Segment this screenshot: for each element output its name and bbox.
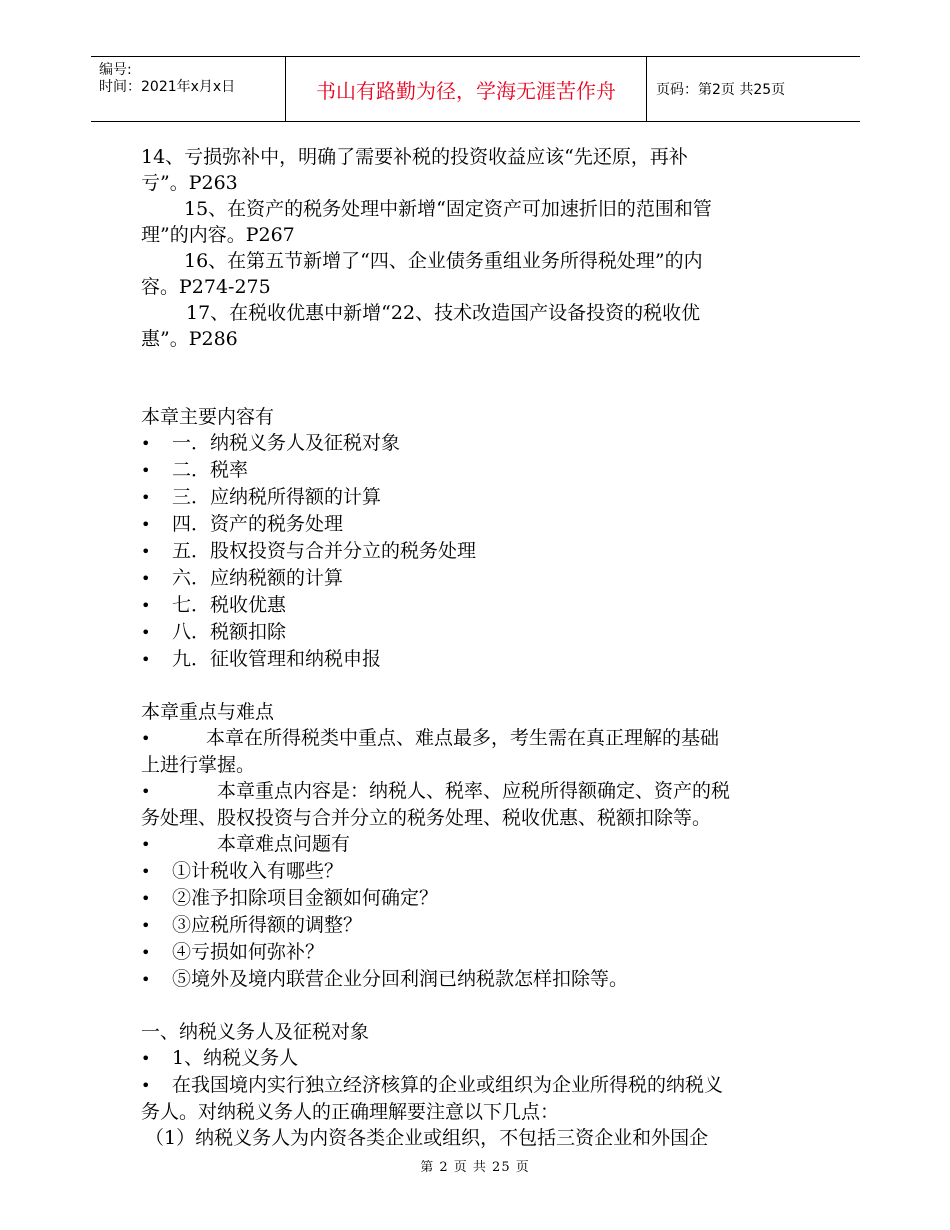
key-points-para-3: • 本章难点问题有 <box>141 833 351 855</box>
bullet: • <box>141 862 151 881</box>
difficulty-list <box>141 858 821 993</box>
number-label: 编号: <box>99 62 132 78</box>
bullet: • <box>141 596 151 615</box>
header-meta <box>91 57 285 121</box>
list-item: • 一．纳税义务人及征税对象 <box>141 430 821 457</box>
list-item: • 九．征收管理和纳税申报 <box>141 646 821 673</box>
change-item-14 <box>141 144 821 196</box>
bullet: • <box>141 970 151 989</box>
list-item: • 三．应纳税所得额的计算 <box>141 484 821 511</box>
key-points-para-1: • 本章在所得税类中重点、难点最多，考生需在真正理解的基础 <box>141 727 720 749</box>
list-item: • 七．税收优惠 <box>141 592 821 619</box>
page-header <box>91 56 860 122</box>
change-line: 理”的内容。P267 <box>141 224 295 246</box>
change-line: 亏”。P263 <box>141 172 238 194</box>
change-line: 容。P274-275 <box>141 276 271 298</box>
bullet: • <box>141 461 151 480</box>
list-item: • 六．应纳税额的计算 <box>141 565 821 592</box>
header-motto: 书山有路勤为径，学海无涯苦作舟 <box>285 57 647 121</box>
main-content-list <box>141 430 821 673</box>
list-item: • 八．税额扣除 <box>141 619 821 646</box>
list-item: • ②准予扣除项目金额如何确定？ <box>141 885 821 912</box>
bullet: • <box>141 488 151 507</box>
list-item: • ④亏损如何弥补？ <box>141 939 821 966</box>
section-1-heading: 一、纳税义务人及征税对象 <box>141 1021 370 1043</box>
bullet: • <box>141 943 151 962</box>
change-item-15 <box>141 196 821 248</box>
bullet: • <box>141 623 151 642</box>
bullet: • <box>141 542 151 561</box>
key-points-para-1-cont: 上进行掌握。 <box>141 754 256 776</box>
time-label: 时间：2021年x月x日 <box>99 79 236 95</box>
bullet: • <box>141 1049 151 1068</box>
list-item: • 五．股权投资与合并分立的税务处理 <box>141 538 821 565</box>
key-points-para-2-cont: 务处理、股权投资与合并分立的税务处理、税收优惠、税额扣除等。 <box>141 807 712 829</box>
bullet: • <box>141 569 151 588</box>
bullet: • <box>141 889 151 908</box>
bullet: • <box>141 1076 151 1095</box>
list-item: • ①计税收入有哪些？ <box>141 858 821 885</box>
list-item: • 二．税率 <box>141 457 821 484</box>
key-points-heading: 本章重点与难点 <box>141 701 275 723</box>
section-1-para-cont: 务人。对纳税义务人的正确理解要注意以下几点： <box>141 1101 560 1123</box>
key-points-para-2: • 本章重点内容是：纳税人、税率、应税所得额确定、资产的税 <box>141 780 731 802</box>
header-page-info: 页码：第2页 共25页 <box>656 82 786 98</box>
bullet: • <box>141 434 151 453</box>
change-item-16 <box>141 248 821 300</box>
bullet: • <box>141 515 151 534</box>
section-1-sub: • 1、纳税义务人 <box>141 1045 821 1072</box>
change-item-17 <box>141 300 821 352</box>
bullet: • <box>141 916 151 935</box>
main-content-heading: 本章主要内容有 <box>141 406 275 428</box>
change-line: 惠”。P286 <box>141 328 238 350</box>
change-line: 15、在资产的税务处理中新增“固定资产可加速折旧的范围和管 <box>184 198 712 220</box>
change-line: 17、在税收优惠中新增“22、技术改造国产设备投资的税收优 <box>186 302 701 324</box>
list-item: • ③应税所得额的调整？ <box>141 912 821 939</box>
section-1-para: • 在我国境内实行独立经济核算的企业或组织为企业所得税的纳税义 <box>141 1072 821 1099</box>
bullet: • <box>141 650 151 669</box>
change-line: 14、亏损弥补中，明确了需要补税的投资收益应该“先还原，再补 <box>141 146 688 168</box>
list-item: • ⑤境外及境内联营企业分回利润已纳税款怎样扣除等。 <box>141 966 821 993</box>
page-footer: 第 2 页 共 25 页 <box>420 1160 530 1175</box>
change-line: 16、在第五节新增了“四、企业债务重组业务所得税处理”的内 <box>184 250 703 272</box>
section-1-item-1: （1）纳税义务人为内资各类企业或组织，不包括三资企业和外国企 <box>145 1127 709 1149</box>
list-item: • 四．资产的税务处理 <box>141 511 821 538</box>
document-body <box>141 144 821 1151</box>
